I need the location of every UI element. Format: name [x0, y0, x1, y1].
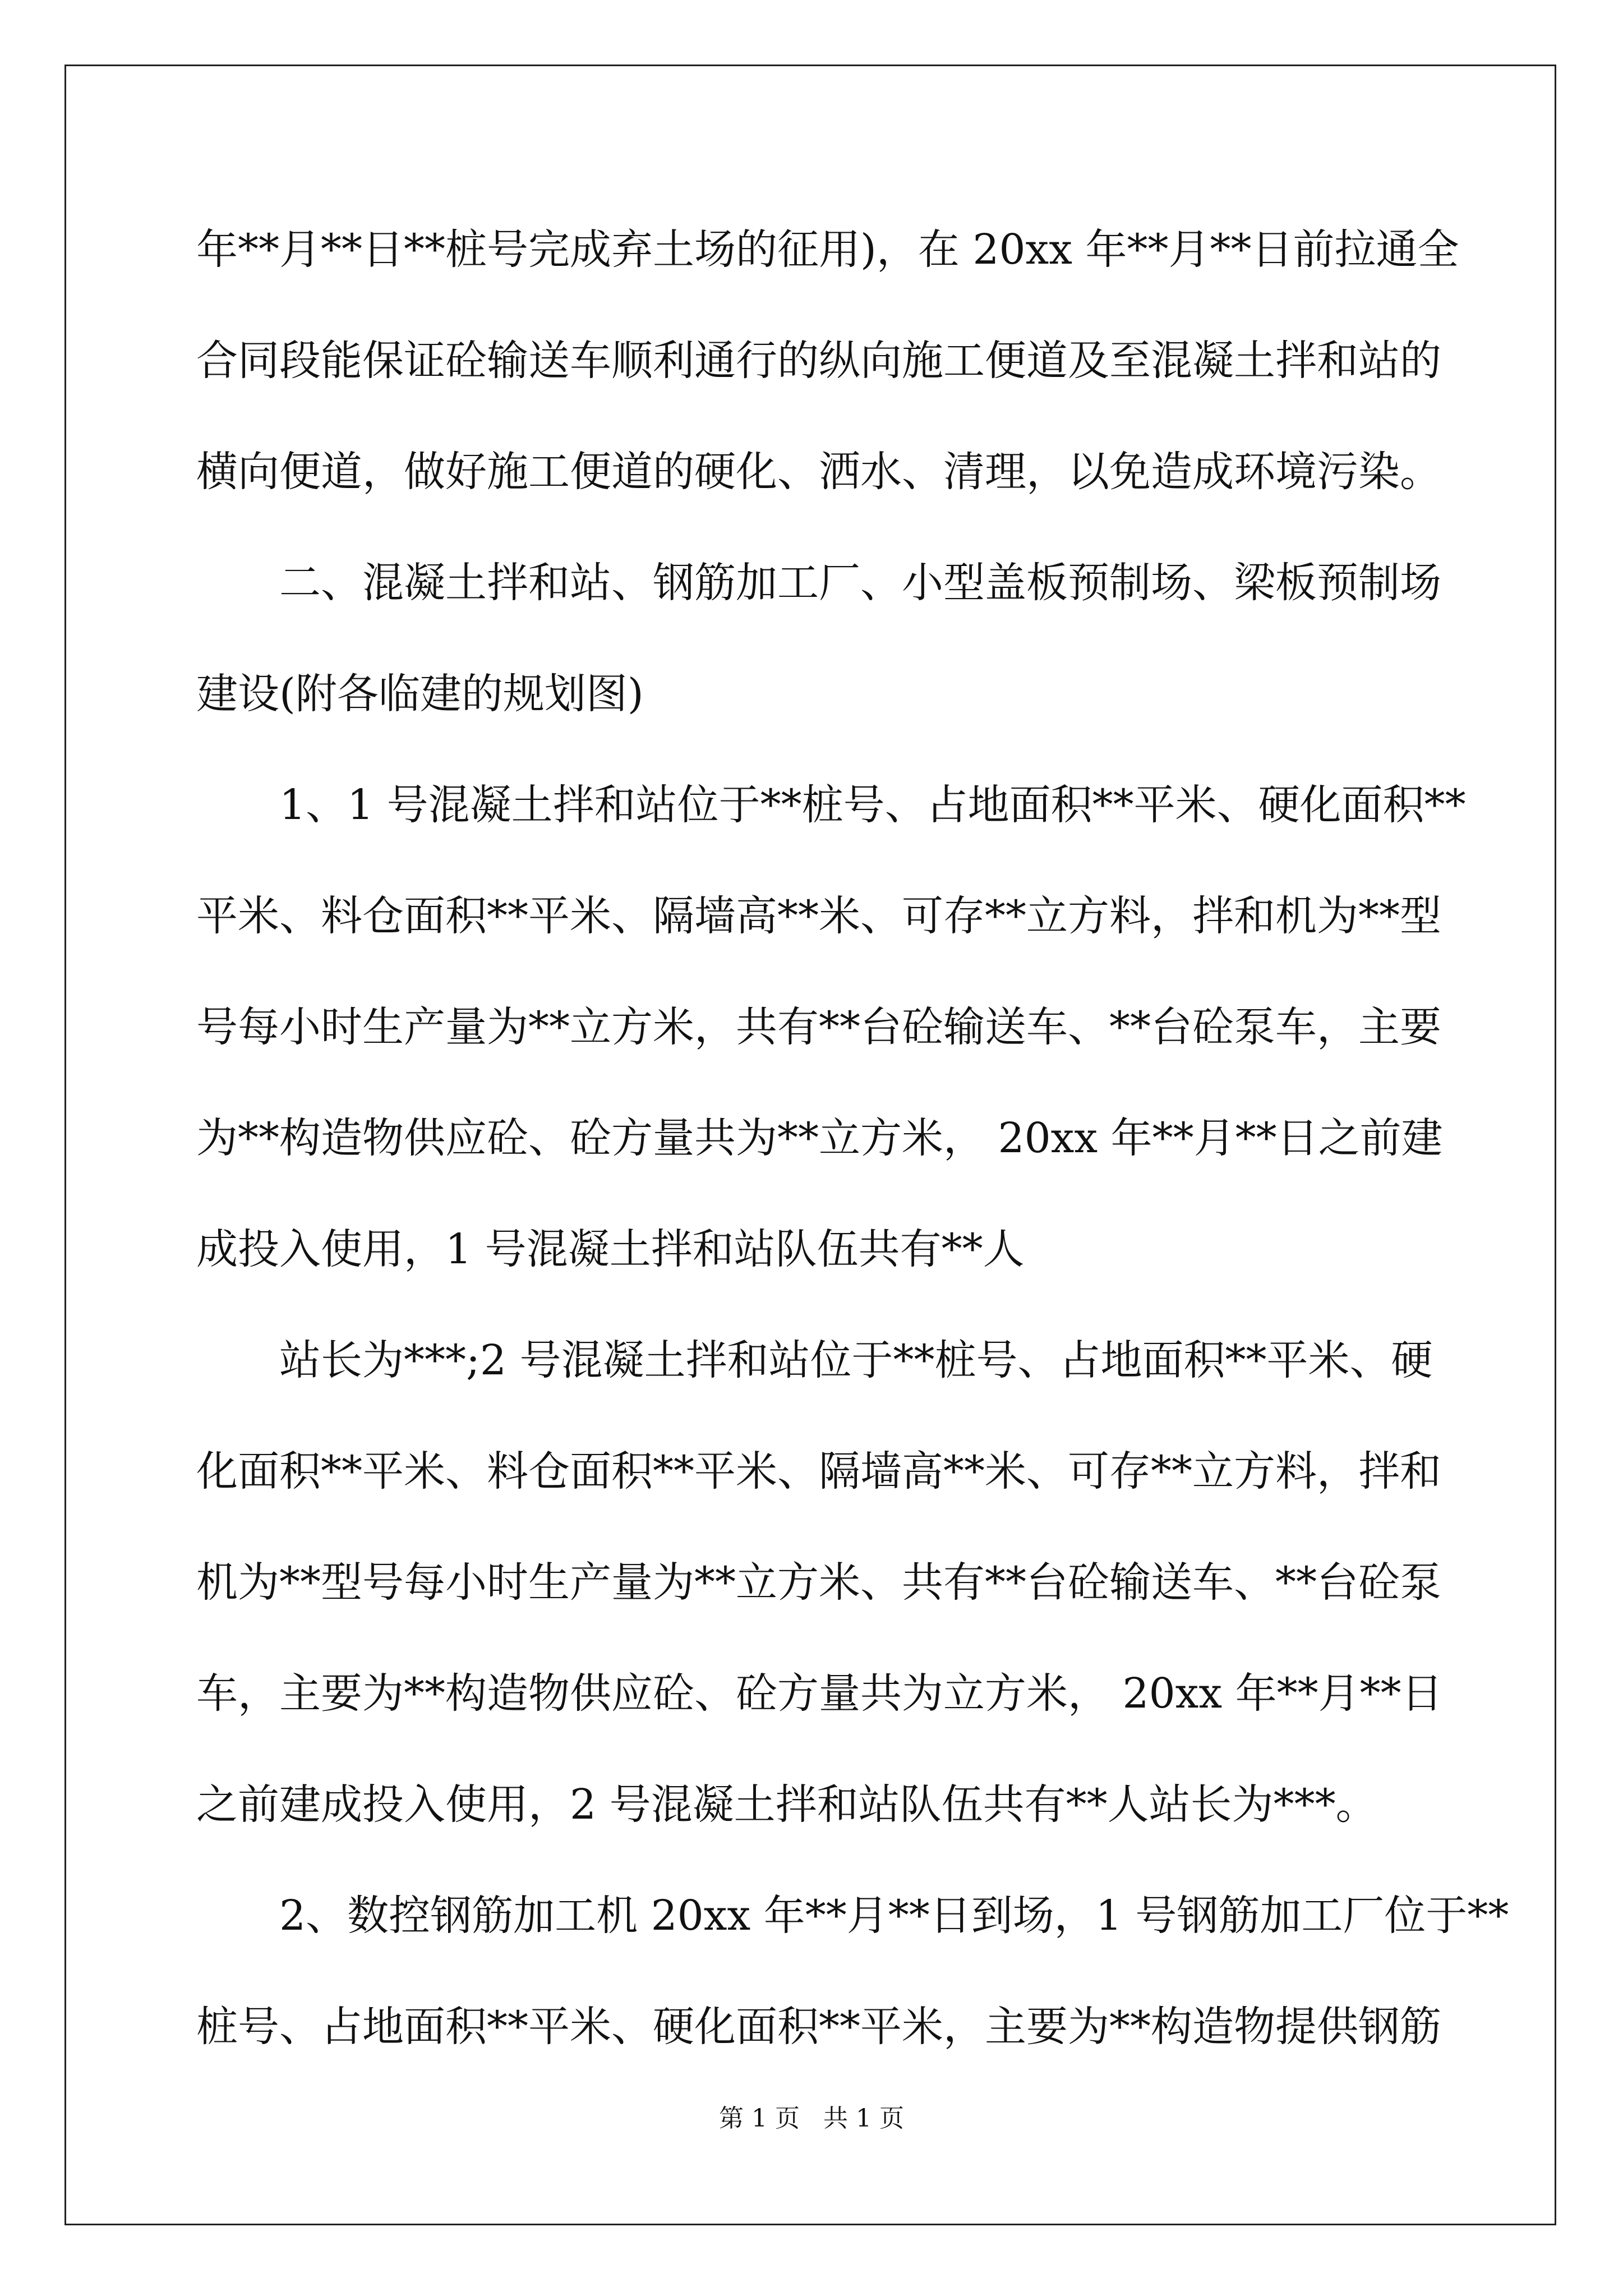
text-line: 合同段能保证砼输送车顺利通行的纵向施工便道及至混凝土拌和站的	[196, 337, 1441, 385]
text-line: 为**构造物供应砼、砼方量共为**立方米， 20xx 年**月**日之前建	[196, 1114, 1443, 1162]
text-line: 桩号、占地面积**平米、硬化面积**平米，主要为**构造物提供钢筋	[196, 2003, 1441, 2051]
document-body	[196, 219, 1509, 2107]
text-line: 成投入使用，1 号混凝土拌和站队伍共有**人	[196, 1225, 1025, 1273]
text-line: 号每小时生产量为**立方米，共有**台砼输送车、**台砼泵车，主要	[196, 1003, 1441, 1051]
text-line: 年**月**日**桩号完成弃土场的征用)，在 20xx 年**月**日前拉通全	[196, 226, 1459, 274]
text-line: 车，主要为**构造物供应砼、砼方量共为立方米， 20xx 年**月**日	[196, 1669, 1443, 1718]
paragraph-start: 站长为***;2 号混凝土拌和站位于**桩号、占地面积**平米、硬	[279, 1336, 1433, 1384]
section-heading: 二、混凝土拌和站、钢筋加工厂、小型盖板预制场、梁板预制场	[279, 559, 1441, 607]
text-line: 机为**型号每小时生产量为**立方米、共有**台砼输送车、**台砼泵	[196, 1558, 1441, 1607]
text-line: 建设(附各临建的规划图)	[196, 670, 644, 718]
text-line: 之前建成投入使用，2 号混凝土拌和站队伍共有**人站长为***。	[196, 1780, 1377, 1829]
page-number-footer: 第 1 页 共 1 页	[719, 2104, 904, 2133]
paragraph-start: 1、1 号混凝土拌和站位于**桩号、占地面积**平米、硬化面积**	[279, 781, 1466, 829]
paragraph-start: 2、数控钢筋加工机 20xx 年**月**日到场，1 号钢筋加工厂位于**	[279, 1892, 1509, 1940]
text-line: 横向便道，做好施工便道的硬化、洒水、清理，以免造成环境污染。	[196, 448, 1441, 496]
text-line: 平米、料仓面积**平米、隔墙高**米、可存**立方料，拌和机为**型	[196, 892, 1441, 940]
text-line: 化面积**平米、料仓面积**平米、隔墙高**米、可存**立方料，拌和	[196, 1447, 1441, 1496]
